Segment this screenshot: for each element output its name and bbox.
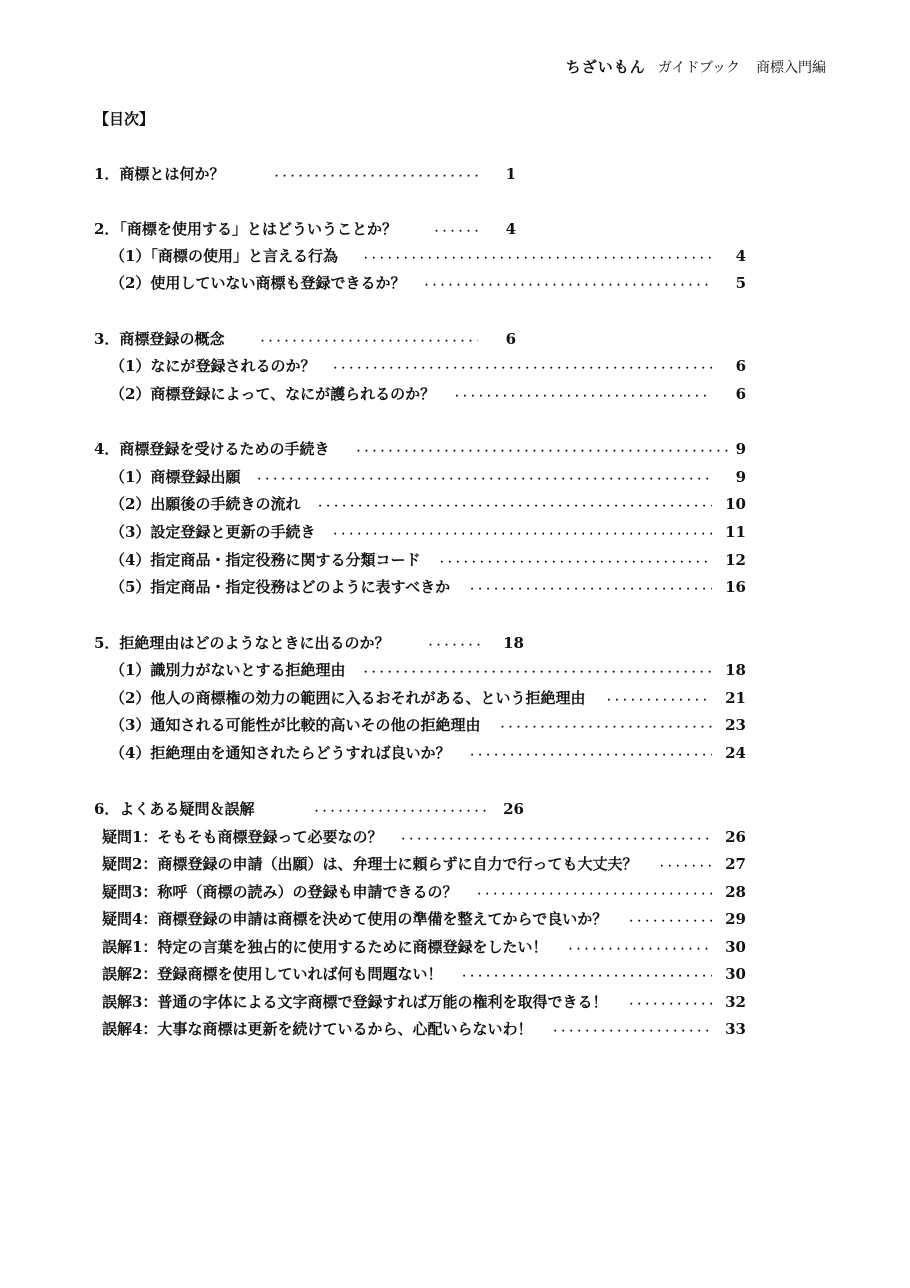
toc-entry-label: （4）指定商品・指定役務に関する分類コード	[110, 551, 421, 569]
dot-leader	[551, 1018, 712, 1040]
page-number: 28	[725, 883, 746, 901]
page-header	[566, 56, 826, 77]
toc-item-6-5[interactable]	[0, 936, 910, 958]
page-number: 26	[725, 828, 746, 846]
toc-entry-label: （3）設定登録と更新の手続き	[110, 523, 316, 541]
page-number: 23	[725, 716, 746, 734]
dot-leader	[468, 742, 712, 764]
toc-item-4-3[interactable]	[0, 521, 910, 543]
page-number: 1	[505, 165, 516, 183]
page-number: 32	[725, 993, 746, 1011]
toc-entry-label: （3）通知される可能性が比較的高いその他の拒絶理由	[110, 716, 481, 734]
dot-leader	[331, 355, 712, 377]
toc-item-5-4[interactable]	[0, 742, 910, 764]
toc-item-4-1[interactable]	[0, 466, 910, 488]
toc-entry-label: （2）他人の商標権の効力の範囲に入るおそれがある、という拒絶理由	[110, 689, 586, 707]
page-number: 9	[735, 468, 746, 486]
dot-leader	[432, 218, 478, 240]
dot-leader	[475, 881, 712, 903]
toc-item-5-2[interactable]	[0, 687, 910, 709]
toc-section-5[interactable]	[0, 632, 910, 654]
toc-entry-label: 5．拒絶理由はどのようなときに出るのか？	[94, 634, 390, 652]
dot-leader	[354, 438, 728, 460]
page-number: 4	[735, 247, 746, 265]
toc-item-6-3[interactable]	[0, 881, 910, 903]
toc-item-5-1[interactable]	[0, 659, 910, 681]
page-number: 29	[725, 910, 746, 928]
toc-item-2-1[interactable]	[0, 245, 910, 267]
toc-entry-label: （2）商標登録によって、なにが護られるのか？	[110, 385, 436, 403]
page-number: 30	[725, 938, 746, 956]
toc-entry-label: 誤解1：特定の言葉を独占的に使用するために商標登録をしたい！	[102, 938, 548, 956]
page-number: 12	[725, 551, 746, 569]
toc-entry-label: 誤解2：登録商標を使用していれば何も問題ない！	[102, 965, 443, 983]
toc-item-6-7[interactable]	[0, 991, 910, 1013]
page-number: 33	[725, 1020, 746, 1038]
toc-entry-label: （1）商標登録出願	[110, 468, 241, 486]
dot-leader	[272, 163, 478, 185]
page-number: 10	[725, 495, 746, 513]
toc-entry-label: 疑問3：称呼（商標の読み）の登録も申請できるの？	[102, 883, 458, 901]
toc-entry-label: 疑問2：商標登録の申請（出願）は、弁理士に頼らずに自力で行っても大丈夫？	[102, 855, 638, 873]
toc-item-6-2[interactable]	[0, 853, 910, 875]
page-number: 6	[735, 357, 746, 375]
header-title: 商標入門編	[756, 60, 826, 76]
toc-item-4-5[interactable]	[0, 576, 910, 598]
header-subtitle: ガイドブック	[657, 60, 740, 76]
toc-section-3[interactable]	[0, 328, 910, 350]
dot-leader	[498, 714, 712, 736]
dot-leader	[657, 853, 712, 875]
toc-entry-label: （1）識別力がないとする拒絶理由	[110, 661, 346, 679]
dot-leader	[452, 383, 712, 405]
brand-logo: ちざいもん	[565, 58, 646, 76]
page-number: 21	[725, 689, 746, 707]
toc-item-6-6[interactable]	[0, 963, 910, 985]
dot-leader	[361, 659, 712, 681]
dot-leader	[422, 272, 712, 294]
toc-item-3-2[interactable]	[0, 383, 910, 405]
toc-section-1[interactable]	[0, 163, 910, 185]
toc-section-2[interactable]	[0, 218, 910, 240]
dot-leader	[312, 798, 488, 820]
toc-item-6-1[interactable]	[0, 826, 910, 848]
page-number: 16	[725, 578, 746, 596]
toc-entry-label: 2．「商標を使用する」とはどういうことか？	[94, 220, 397, 238]
toc-entry-label: 1．商標とは何か？	[94, 165, 225, 183]
dot-leader	[460, 963, 712, 985]
toc-entry-label: 6．よくある疑問＆誤解	[94, 800, 255, 818]
dot-leader	[566, 936, 712, 958]
dot-leader	[426, 632, 480, 654]
toc-item-6-4[interactable]	[0, 908, 910, 930]
dot-leader	[468, 576, 712, 598]
toc-entry-label: （2）使用していない商標も登録できるか？	[110, 274, 406, 292]
toc-section-6[interactable]	[0, 798, 910, 820]
toc-item-3-1[interactable]	[0, 355, 910, 377]
toc-entry-label: （2）出願後の手続きの流れ	[110, 495, 301, 513]
dot-leader	[627, 908, 712, 930]
page-number: 30	[725, 965, 746, 983]
dot-leader	[316, 493, 712, 515]
page-number: 9	[735, 440, 746, 458]
toc-entry-label: 3．商標登録の概念	[94, 330, 225, 348]
dot-leader	[255, 466, 712, 488]
toc-entry-label: 誤解3：普通の字体による文字商標で登録すれば万能の権利を取得できる！	[102, 993, 608, 1011]
page-number: 6	[505, 330, 516, 348]
toc-item-4-2[interactable]	[0, 493, 910, 515]
dot-leader	[399, 826, 712, 848]
toc-entry-label: 4．商標登録を受けるための手続き	[94, 440, 330, 458]
page-number: 11	[725, 523, 746, 541]
toc-entry-label: 疑問4：商標登録の申請は商標を決めて使用の準備を整えてからで良いか？	[102, 910, 608, 928]
page-number: 27	[725, 855, 746, 873]
page-number: 6	[735, 385, 746, 403]
page-number: 4	[505, 220, 516, 238]
dot-leader	[627, 991, 712, 1013]
toc-item-4-4[interactable]	[0, 549, 910, 571]
dot-leader	[604, 687, 712, 709]
toc-heading: 【目次】	[94, 110, 155, 128]
toc-entry-label: 疑問1：そもそも商標登録って必要なの？	[102, 828, 383, 846]
dot-leader	[361, 245, 712, 267]
toc-entry-label: （1）なにが登録されるのか？	[110, 357, 316, 375]
page-number: 24	[725, 744, 746, 762]
toc-item-6-8[interactable]	[0, 1018, 910, 1040]
page-number: 18	[725, 661, 746, 679]
page-number: 18	[503, 634, 524, 652]
dot-leader	[331, 521, 712, 543]
dot-leader	[258, 328, 478, 350]
toc-section-4[interactable]	[0, 438, 910, 460]
toc-item-5-3[interactable]	[0, 714, 910, 736]
page-number: 26	[503, 800, 524, 818]
toc-entry-label: （1）「商標の使用」と言える行為	[110, 247, 338, 265]
toc-item-2-2[interactable]	[0, 272, 910, 294]
toc-entry-label: （5）指定商品・指定役務はどのように表すべきか	[110, 578, 451, 596]
toc-entry-label: 誤解4：大事な商標は更新を続けているから、心配いらないわ！	[102, 1020, 533, 1038]
page-number: 5	[735, 274, 746, 292]
dot-leader	[437, 549, 712, 571]
toc-entry-label: （4）拒絶理由を通知されたらどうすれば良いか？	[110, 744, 451, 762]
